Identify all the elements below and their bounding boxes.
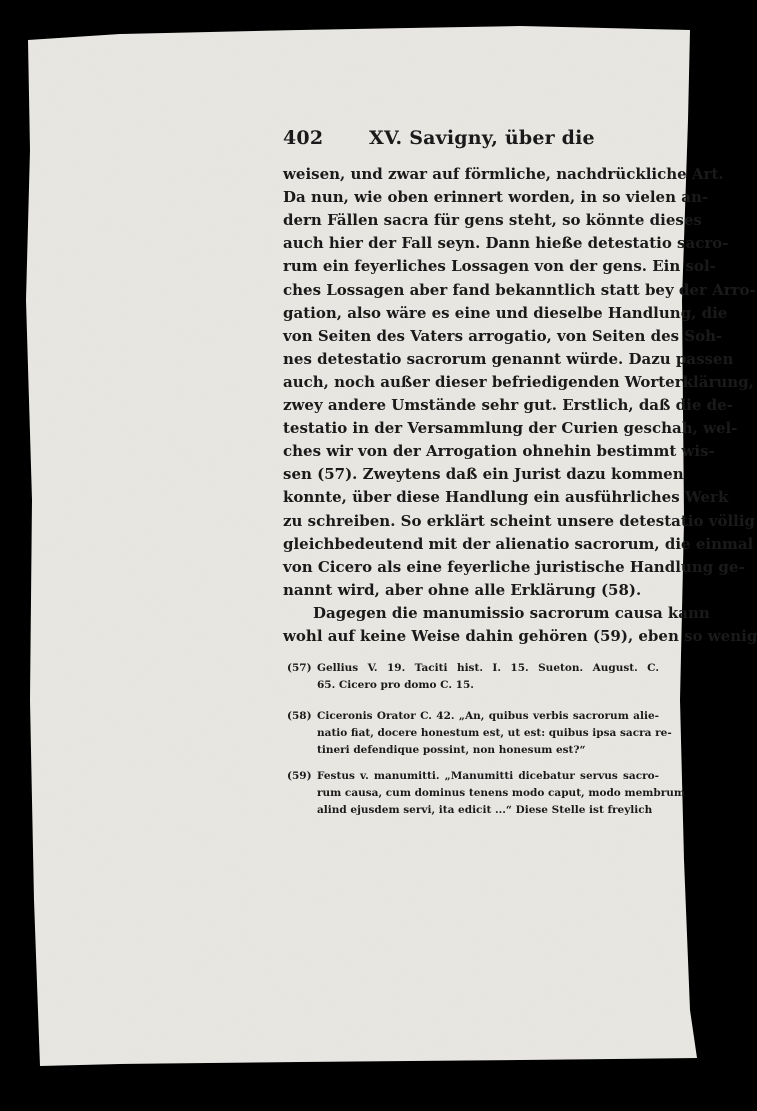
footnote-line: rum causa, cum dominus tenens modo caput, modo membrum — [317, 787, 685, 799]
footnote-line: Festus v. manumitti. „Manumitti dicebatur servus sacro- — [317, 770, 659, 782]
body-line: gation, also wäre es eine und dieselbe Handlung, die — [283, 303, 728, 322]
footnote-line: tineri defendique possint, non honesum est?“ — [317, 744, 586, 756]
footnote — [287, 768, 685, 819]
body-line: testatio in der Versammlung der Curien geschah, wel- — [283, 419, 738, 438]
footnote-mark: (57) — [287, 662, 312, 674]
page-number: 402 — [283, 127, 324, 149]
body-line: von Seiten des Vaters arrogatio, von Seiten des Soh- — [283, 326, 723, 345]
body-line: wohl auf keine Weise dahin gehören (59), eben so wenig — [283, 627, 757, 645]
running-head: XV. Savigny, über die — [369, 127, 595, 149]
footnote-line: 65. Cicero pro domo C. 15. — [317, 679, 474, 691]
body-line: zwey andere Umstände sehr gut. Erstlich, daß die de- — [283, 396, 733, 414]
page-header — [283, 127, 663, 155]
body-line: sen (57). Zweytens daß ein Jurist dazu kommen — [283, 465, 684, 484]
body-line: dern Fällen sacra für gens steht, so könnte dieses — [283, 211, 702, 230]
body-line: ches Lossagen aber fand bekanntlich statt bey der Arro- — [283, 280, 756, 299]
footnote-mark: (59) — [287, 770, 312, 782]
body-line: von Cicero als eine feyerliche juristische Handlung ge- — [283, 557, 745, 576]
footnote-line: natio fiat, docere honestum est, ut est: quibus ipsa sacra re- — [317, 727, 672, 739]
body-line: zu schreiben. So erklärt scheint unsere detestatio völlig — [283, 511, 756, 530]
footnote — [287, 708, 672, 759]
body-line: rum ein feyerliches Lossagen von der gens. Ein sol- — [283, 257, 716, 276]
footnote — [287, 660, 659, 694]
body-line: weisen, und zwar auf förmliche, nachdrückliche Art. — [283, 165, 724, 183]
body-line: Da nun, wie oben erinnert worden, in so vielen an- — [283, 188, 709, 207]
body-line: nannt wird, aber ohne alle Erklärung (58). — [283, 580, 642, 599]
body-line: nes detestatio sacrorum genannt würde. Dazu passen — [283, 349, 734, 368]
body-line: auch hier der Fall seyn. Dann hieße detestatio sacro- — [283, 234, 729, 253]
footnote-mark: (58) — [287, 710, 312, 722]
footnote-line: Ciceronis Orator C. 42. „An, quibus verbis sacrorum alie- — [317, 710, 659, 722]
body-line: ches wir von der Arrogation ohnehin bestimmt wis- — [283, 442, 715, 461]
body-line: auch, noch außer dieser befriedigenden Worterklärung, — [283, 372, 754, 391]
body-line: gleichbedeutend mit der alienatio sacrorum, die einmal — [283, 534, 754, 553]
body-line: Dagegen die manumissio sacrorum causa kann — [313, 603, 710, 622]
body-line: konnte, über diese Handlung ein ausführliches Werk — [283, 488, 729, 507]
footnote-line: Gellius V. 19. Taciti hist. I. 15. Sueton. August. C. — [317, 662, 659, 674]
footnote-line: alind ejusdem servi, ita edicit ...“ Diese Stelle ist freylich — [317, 804, 653, 816]
